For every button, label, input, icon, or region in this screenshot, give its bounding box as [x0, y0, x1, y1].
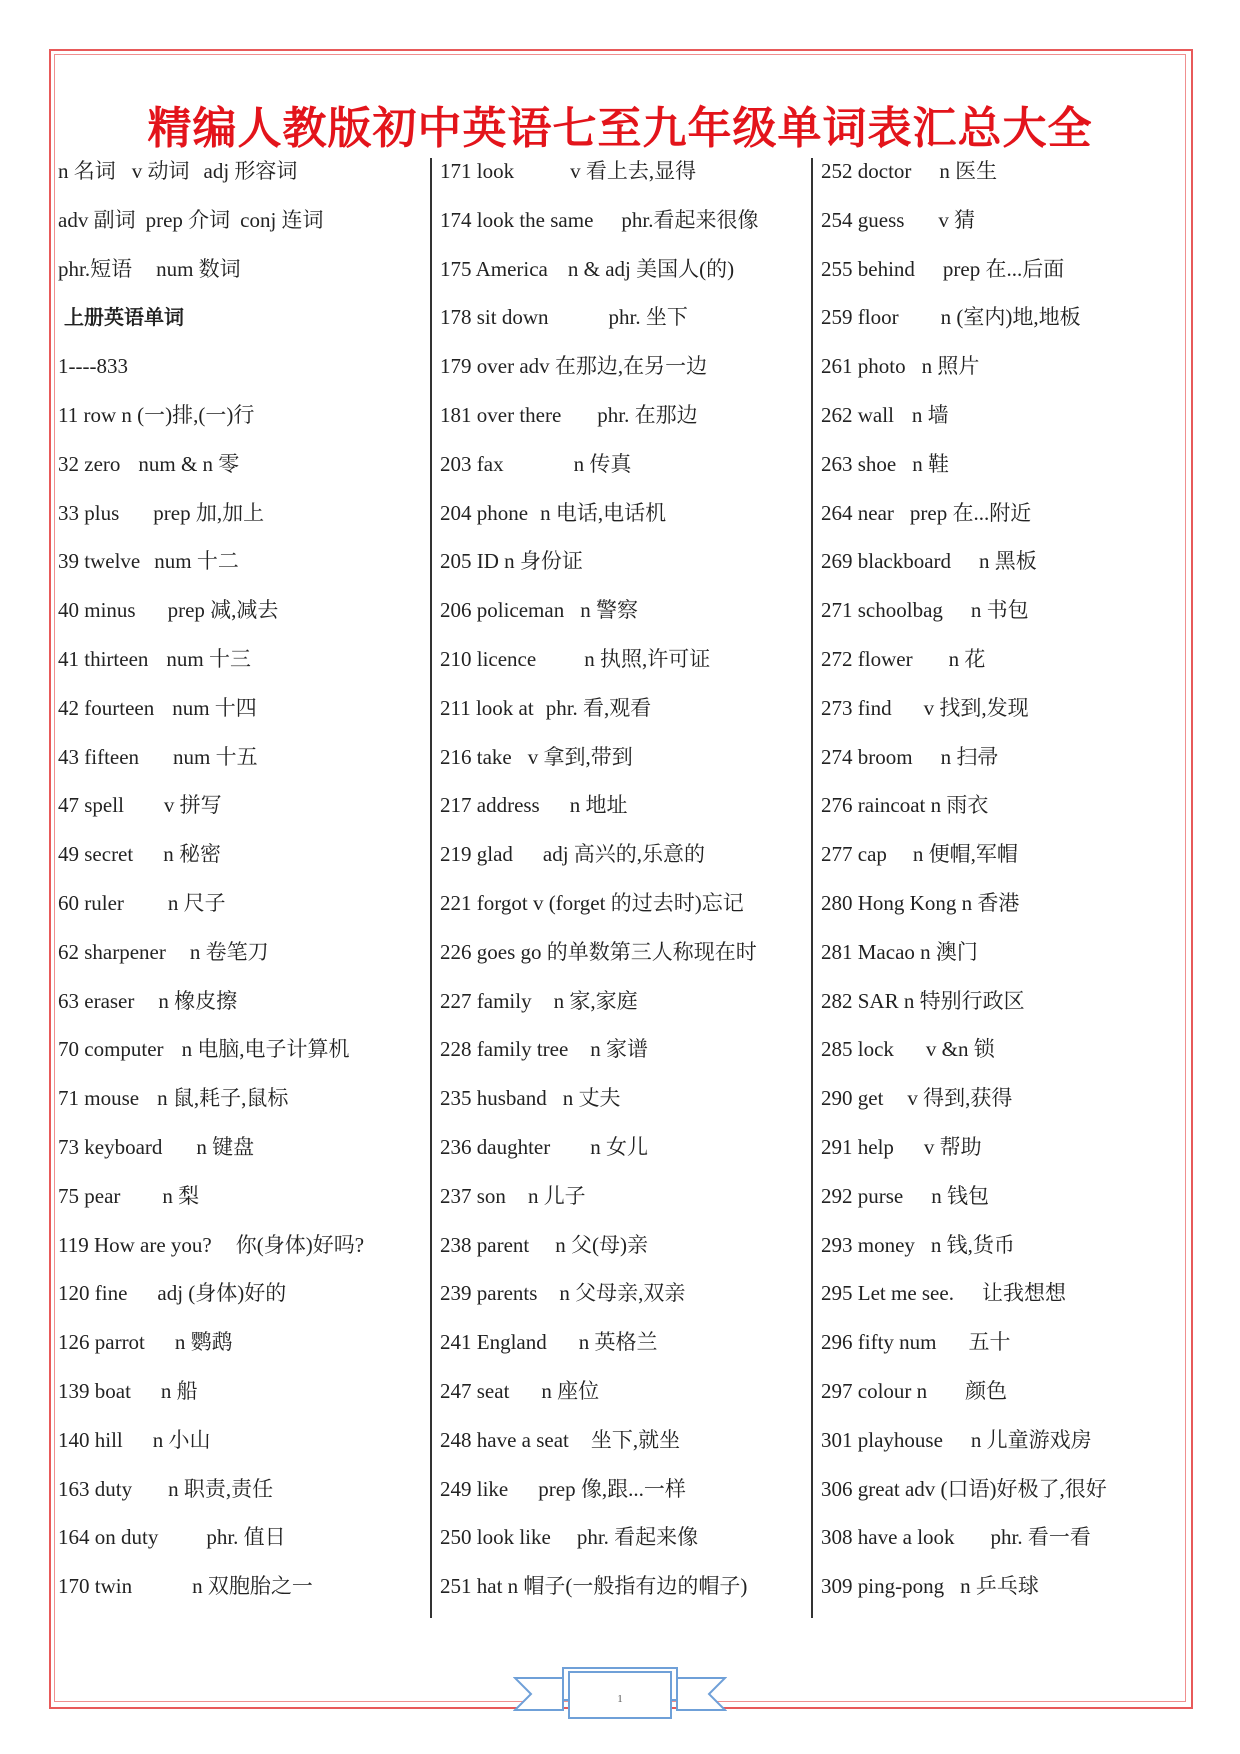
list-item	[440, 1424, 810, 1473]
word-entry: 290 get	[821, 1086, 884, 1111]
word-gloss: v 看上去,显得	[570, 159, 697, 183]
word-gloss: num 十三	[166, 646, 251, 671]
word-gloss: n 儿子	[527, 1183, 586, 1208]
list-item	[440, 1180, 810, 1229]
list-item	[821, 1082, 1181, 1131]
list-item	[821, 789, 1181, 838]
word-entry: 262 wall	[821, 402, 894, 427]
word-gloss: n 书包	[970, 598, 1029, 623]
word-gloss: n 橡皮擦	[158, 988, 238, 1013]
word-gloss: n 女儿	[590, 1134, 648, 1159]
word-entry: 309 ping-pong	[821, 1574, 945, 1599]
word-entry: 250 look like	[440, 1525, 551, 1550]
list-item	[58, 1229, 428, 1278]
word-column-3	[821, 155, 1181, 1625]
word-entry: 293 money	[821, 1232, 915, 1257]
word-gloss: n 照片	[921, 354, 980, 379]
word-gloss: v 拿到,带到	[527, 744, 633, 769]
word-entry: 276 raincoat n 雨衣	[821, 793, 989, 818]
word-gloss: 坐下,就坐	[590, 1427, 681, 1452]
word-entry: 306 great adv (口语)好极了,很好	[821, 1476, 1107, 1501]
word-gloss: n 英格兰	[578, 1330, 658, 1355]
word-entry: 39 twelve	[58, 549, 141, 574]
word-entry: 33 plus	[58, 500, 120, 525]
word-entry: 139 boat	[58, 1378, 131, 1403]
list-item	[821, 1277, 1181, 1326]
list-item	[821, 545, 1181, 594]
word-gloss: n 尺子	[167, 890, 226, 915]
list-item	[440, 1277, 810, 1326]
word-entry: 70 computer	[58, 1037, 164, 1062]
list-item	[58, 1033, 428, 1082]
word-gloss: n 黑板	[979, 549, 1037, 574]
word-entry: 11 row n (一)排,(一)行	[58, 402, 255, 427]
list-item	[440, 253, 810, 302]
list-item	[58, 545, 428, 594]
list-item	[58, 838, 428, 887]
list-item	[821, 887, 1181, 936]
word-entry: 252 doctor	[821, 159, 912, 183]
word-gloss: n 鞋	[912, 451, 949, 476]
list-item	[821, 594, 1181, 643]
word-gloss: 让我想想	[981, 1281, 1066, 1306]
list-item	[58, 1180, 428, 1229]
word-entry: 272 flower	[821, 646, 913, 671]
word-entry: 271 schoolbag	[821, 598, 943, 623]
word-gloss: n 家,家庭	[553, 988, 638, 1013]
list-item	[58, 1277, 428, 1326]
word-gloss: v 拼写	[163, 793, 222, 818]
word-entry: 60 ruler	[58, 890, 124, 915]
list-item	[440, 204, 810, 253]
word-gloss: phr. 值日	[206, 1525, 286, 1550]
word-entry: 206 policeman	[440, 598, 565, 623]
list-item	[58, 887, 428, 936]
word-entry: 282 SAR n 特别行政区	[821, 988, 1025, 1013]
word-entry: 211 look at	[440, 695, 534, 720]
list-item	[821, 399, 1181, 448]
word-gloss: n 地址	[569, 793, 628, 818]
word-gloss: v 得到,获得	[907, 1086, 1013, 1111]
list-item	[821, 1375, 1181, 1424]
word-entry: 43 fifteen	[58, 744, 140, 769]
word-entry: 273 find	[821, 695, 892, 720]
word-entry: 274 broom	[821, 744, 913, 769]
word-entry: 221 forgot v (forget 的过去时)忘记	[440, 890, 744, 915]
list-item	[821, 1521, 1181, 1570]
list-item	[821, 985, 1181, 1034]
word-entry: 227 family	[440, 988, 532, 1013]
list-item	[440, 448, 810, 497]
word-gloss: n 警察	[580, 598, 638, 623]
list-item	[821, 448, 1181, 497]
word-entry: 248 have a seat	[440, 1427, 569, 1452]
word-entry: 178 sit down	[440, 305, 549, 330]
word-gloss: conj 连词	[240, 207, 324, 232]
list-item	[821, 1473, 1181, 1522]
word-gloss: phr. 坐下	[608, 305, 688, 330]
list-item	[58, 155, 428, 204]
word-entry: 75 pear	[58, 1183, 121, 1208]
list-item	[821, 741, 1181, 790]
list-item	[58, 253, 428, 302]
list-item	[821, 1229, 1181, 1278]
page-number: 1	[617, 1693, 623, 1705]
word-gloss: n 电脑,电子计算机	[181, 1037, 350, 1062]
list-item	[821, 838, 1181, 887]
word-entry: 277 cap	[821, 842, 887, 867]
word-gloss: phr. 看一看	[990, 1525, 1091, 1550]
list-item	[821, 204, 1181, 253]
word-gloss: num 十四	[172, 695, 257, 720]
word-gloss: prep 加,加上	[153, 500, 265, 525]
word-entry: 42 fourteen	[58, 695, 155, 720]
list-item	[440, 1521, 810, 1570]
word-entry: 170 twin	[58, 1574, 133, 1599]
list-item	[440, 350, 810, 399]
list-item	[58, 350, 428, 399]
word-entry: 119 How are you?	[58, 1232, 212, 1257]
list-item	[440, 1082, 810, 1131]
word-gloss: n 医生	[939, 159, 998, 183]
word-entry: 228 family tree	[440, 1037, 569, 1062]
list-item	[440, 301, 810, 350]
word-entry: 163 duty	[58, 1476, 133, 1501]
word-gloss: v 找到,发现	[923, 695, 1029, 720]
word-entry: 308 have a look	[821, 1525, 955, 1550]
word-gloss: n 小山	[152, 1427, 211, 1452]
word-entry: 49 secret	[58, 842, 134, 867]
word-entry: 126 parrot	[58, 1330, 145, 1355]
word-entry: 292 purse	[821, 1183, 904, 1208]
word-gloss: v 动词	[131, 159, 190, 183]
list-item	[821, 692, 1181, 741]
list-item	[58, 1521, 428, 1570]
list-item	[58, 204, 428, 253]
list-item	[440, 692, 810, 741]
list-item	[440, 936, 810, 985]
list-item	[58, 1375, 428, 1424]
word-gloss: phr. 看,观看	[545, 695, 652, 720]
word-gloss: prep 像,跟...一样	[538, 1476, 686, 1501]
word-entry: 236 daughter	[440, 1134, 551, 1159]
word-entry: 295 Let me see.	[821, 1281, 954, 1306]
list-item	[440, 838, 810, 887]
word-gloss: phr.看起来很像	[621, 207, 759, 232]
word-entry: 171 look	[440, 159, 515, 183]
word-gloss: n 职责,责任	[168, 1476, 274, 1501]
list-item	[58, 789, 428, 838]
word-gloss: prep 介词	[145, 207, 231, 232]
word-gloss: n 双胞胎之一	[192, 1574, 313, 1599]
list-item	[58, 985, 428, 1034]
word-entry: 237 son	[440, 1183, 506, 1208]
word-gloss: v &n 锁	[925, 1037, 995, 1062]
word-gloss: n 执照,许可证	[584, 646, 711, 671]
word-gloss: n 父(母)亲	[555, 1232, 648, 1257]
list-item	[821, 1033, 1181, 1082]
word-gloss: prep 在...附近	[909, 500, 1032, 525]
list-item	[821, 643, 1181, 692]
word-gloss: num & n 零	[138, 451, 240, 476]
list-item	[440, 594, 810, 643]
word-gloss: 你(身体)好吗?	[235, 1232, 365, 1257]
word-gloss: n 墙	[911, 402, 949, 427]
list-item	[58, 1570, 428, 1619]
word-entry: 239 parents	[440, 1281, 538, 1306]
word-gloss: num 十二	[154, 549, 239, 574]
word-entry: 280 Hong Kong n 香港	[821, 890, 1020, 915]
word-gloss: n 花	[948, 646, 986, 671]
word-entry: 238 parent	[440, 1232, 530, 1257]
list-item	[821, 1180, 1181, 1229]
word-entry: 219 glad	[440, 842, 513, 867]
word-entry: 62 sharpener	[58, 939, 166, 964]
word-gloss: n 钱,货币	[930, 1232, 1015, 1257]
list-item	[440, 545, 810, 594]
word-gloss: n 乒乓球	[960, 1574, 1039, 1599]
word-gloss: prep 减,减去	[167, 598, 279, 623]
word-gloss: num 数词	[156, 256, 241, 281]
word-entry: 140 hill	[58, 1427, 123, 1452]
list-item	[440, 497, 810, 546]
word-entry: 1----833	[58, 354, 128, 379]
word-entry: 264 near	[821, 500, 894, 525]
word-entry: 210 licence	[440, 646, 537, 671]
list-item	[821, 1424, 1181, 1473]
word-entry: 120 fine	[58, 1281, 128, 1306]
word-gloss: n 儿童游戏房	[970, 1427, 1092, 1452]
list-item	[440, 643, 810, 692]
word-gloss: adj 高兴的,乐意的	[542, 842, 706, 867]
word-entry: 301 playhouse	[821, 1427, 943, 1452]
word-entry: 41 thirteen	[58, 646, 149, 671]
word-gloss: 五十	[968, 1330, 1011, 1355]
word-gloss: num 十五	[173, 744, 258, 769]
word-column-2	[440, 155, 810, 1625]
word-gloss: n & adj 美国人(的)	[567, 256, 735, 281]
word-entry: 203 fax	[440, 451, 504, 476]
word-gloss: n 扫帚	[940, 744, 999, 769]
word-entry: 249 like	[440, 1476, 509, 1501]
word-gloss: n 便帽,军帽	[912, 842, 1018, 867]
word-entry: 281 Macao n 澳门	[821, 939, 978, 964]
list-item	[58, 1473, 428, 1522]
word-gloss: n 电话,电话机	[540, 500, 667, 525]
word-entry: 174 look the same	[440, 207, 594, 232]
word-entry: 175 America	[440, 256, 548, 281]
list-item	[440, 1570, 810, 1619]
list-item	[58, 1082, 428, 1131]
word-column-1	[58, 155, 428, 1625]
word-entry: 269 blackboard	[821, 549, 952, 574]
list-item	[821, 350, 1181, 399]
word-gloss: n 家谱	[590, 1037, 649, 1062]
word-gloss: phr. 在那边	[597, 402, 698, 427]
list-item	[440, 1131, 810, 1180]
word-entry: 181 over there	[440, 402, 562, 427]
list-item	[58, 1131, 428, 1180]
word-gloss: n 船	[160, 1378, 198, 1403]
list-item	[58, 497, 428, 546]
word-gloss: n 钱包	[931, 1183, 989, 1208]
list-item	[58, 1326, 428, 1375]
word-gloss: n 鼠,耗子,鼠标	[157, 1086, 289, 1111]
word-gloss: phr. 看起来像	[576, 1525, 699, 1550]
word-entry: 179 over adv 在那边,在另一边	[440, 354, 708, 379]
list-item	[440, 1229, 810, 1278]
word-gloss: adj (身体)好的	[157, 1281, 287, 1306]
list-item	[440, 1033, 810, 1082]
list-item	[58, 594, 428, 643]
list-item	[58, 448, 428, 497]
list-item	[440, 399, 810, 448]
word-gloss: n 鹦鹉	[174, 1330, 233, 1355]
word-entry: 235 husband	[440, 1086, 547, 1111]
word-entry: 40 minus	[58, 598, 136, 623]
word-entry: 63 eraser	[58, 988, 135, 1013]
word-entry: 204 phone	[440, 500, 529, 525]
word-entry: adv 副词	[58, 207, 136, 232]
word-entry: 164 on duty	[58, 1525, 159, 1550]
page-number-ribbon	[513, 1660, 727, 1720]
word-gloss: n 父母亲,双亲	[559, 1281, 686, 1306]
word-gloss: n 座位	[541, 1378, 600, 1403]
list-item	[58, 936, 428, 985]
list-item	[821, 1570, 1181, 1619]
word-entry: 254 guess	[821, 207, 905, 232]
word-gloss: n (室内)地,地板	[940, 305, 1081, 330]
word-entry: phr.短语	[58, 256, 133, 281]
list-item	[440, 1473, 810, 1522]
section-heading: 上册英语单词	[64, 305, 184, 330]
word-entry: 297 colour n	[821, 1378, 928, 1403]
word-gloss: n 传真	[573, 451, 632, 476]
list-item	[440, 741, 810, 790]
word-entry: 247 seat	[440, 1378, 510, 1403]
word-entry: 241 England	[440, 1330, 547, 1355]
word-entry: 261 photo	[821, 354, 906, 379]
column-divider	[430, 158, 432, 1618]
word-entry: 251 hat n 帽子(一般指有边的帽子)	[440, 1574, 748, 1599]
list-item	[440, 789, 810, 838]
list-item	[58, 692, 428, 741]
word-gloss: v 帮助	[923, 1134, 982, 1159]
word-gloss: 颜色	[965, 1378, 1008, 1403]
list-item	[821, 301, 1181, 350]
word-entry: 296 fifty num	[821, 1330, 937, 1355]
word-entry: 291 help	[821, 1134, 894, 1159]
list-item	[821, 1131, 1181, 1180]
list-item	[440, 985, 810, 1034]
word-entry: 217 address	[440, 793, 540, 818]
word-entry: 263 shoe	[821, 451, 897, 476]
word-entry: 32 zero	[58, 451, 121, 476]
word-gloss: n 秘密	[163, 842, 221, 867]
word-entry: 285 lock	[821, 1037, 894, 1062]
word-gloss: prep 在...后面	[942, 256, 1065, 281]
list-item	[440, 1326, 810, 1375]
word-gloss: n 梨	[162, 1183, 200, 1208]
list-item	[821, 1326, 1181, 1375]
list-item	[821, 936, 1181, 985]
word-entry: 47 spell	[58, 793, 124, 818]
list-item	[821, 155, 1181, 204]
word-entry: 71 mouse	[58, 1086, 140, 1111]
word-gloss: n 卷笔刀	[189, 939, 269, 964]
word-gloss: n 丈夫	[562, 1086, 621, 1111]
word-entry: 255 behind	[821, 256, 915, 281]
list-item	[58, 1424, 428, 1473]
list-item	[821, 253, 1181, 302]
list-item	[58, 399, 428, 448]
word-gloss: v 猜	[938, 207, 976, 232]
word-gloss: n 键盘	[196, 1134, 255, 1159]
word-entry: 205 ID n 身份证	[440, 549, 583, 574]
word-entry: 216 take	[440, 744, 512, 769]
list-item	[440, 1375, 810, 1424]
word-entry: n 名词	[58, 159, 116, 183]
page-title: 精编人教版初中英语七至九年级单词表汇总大全	[147, 103, 1093, 154]
list-item	[58, 741, 428, 790]
list-item	[58, 643, 428, 692]
word-entry: 226 goes go 的单数第三人称现在时	[440, 939, 757, 964]
column-divider	[811, 158, 813, 1618]
list-item	[440, 155, 810, 204]
word-entry: 73 keyboard	[58, 1134, 163, 1159]
word-gloss: adj 形容词	[203, 159, 298, 183]
list-item	[821, 497, 1181, 546]
list-item	[440, 887, 810, 936]
word-entry: 259 floor	[821, 305, 899, 330]
